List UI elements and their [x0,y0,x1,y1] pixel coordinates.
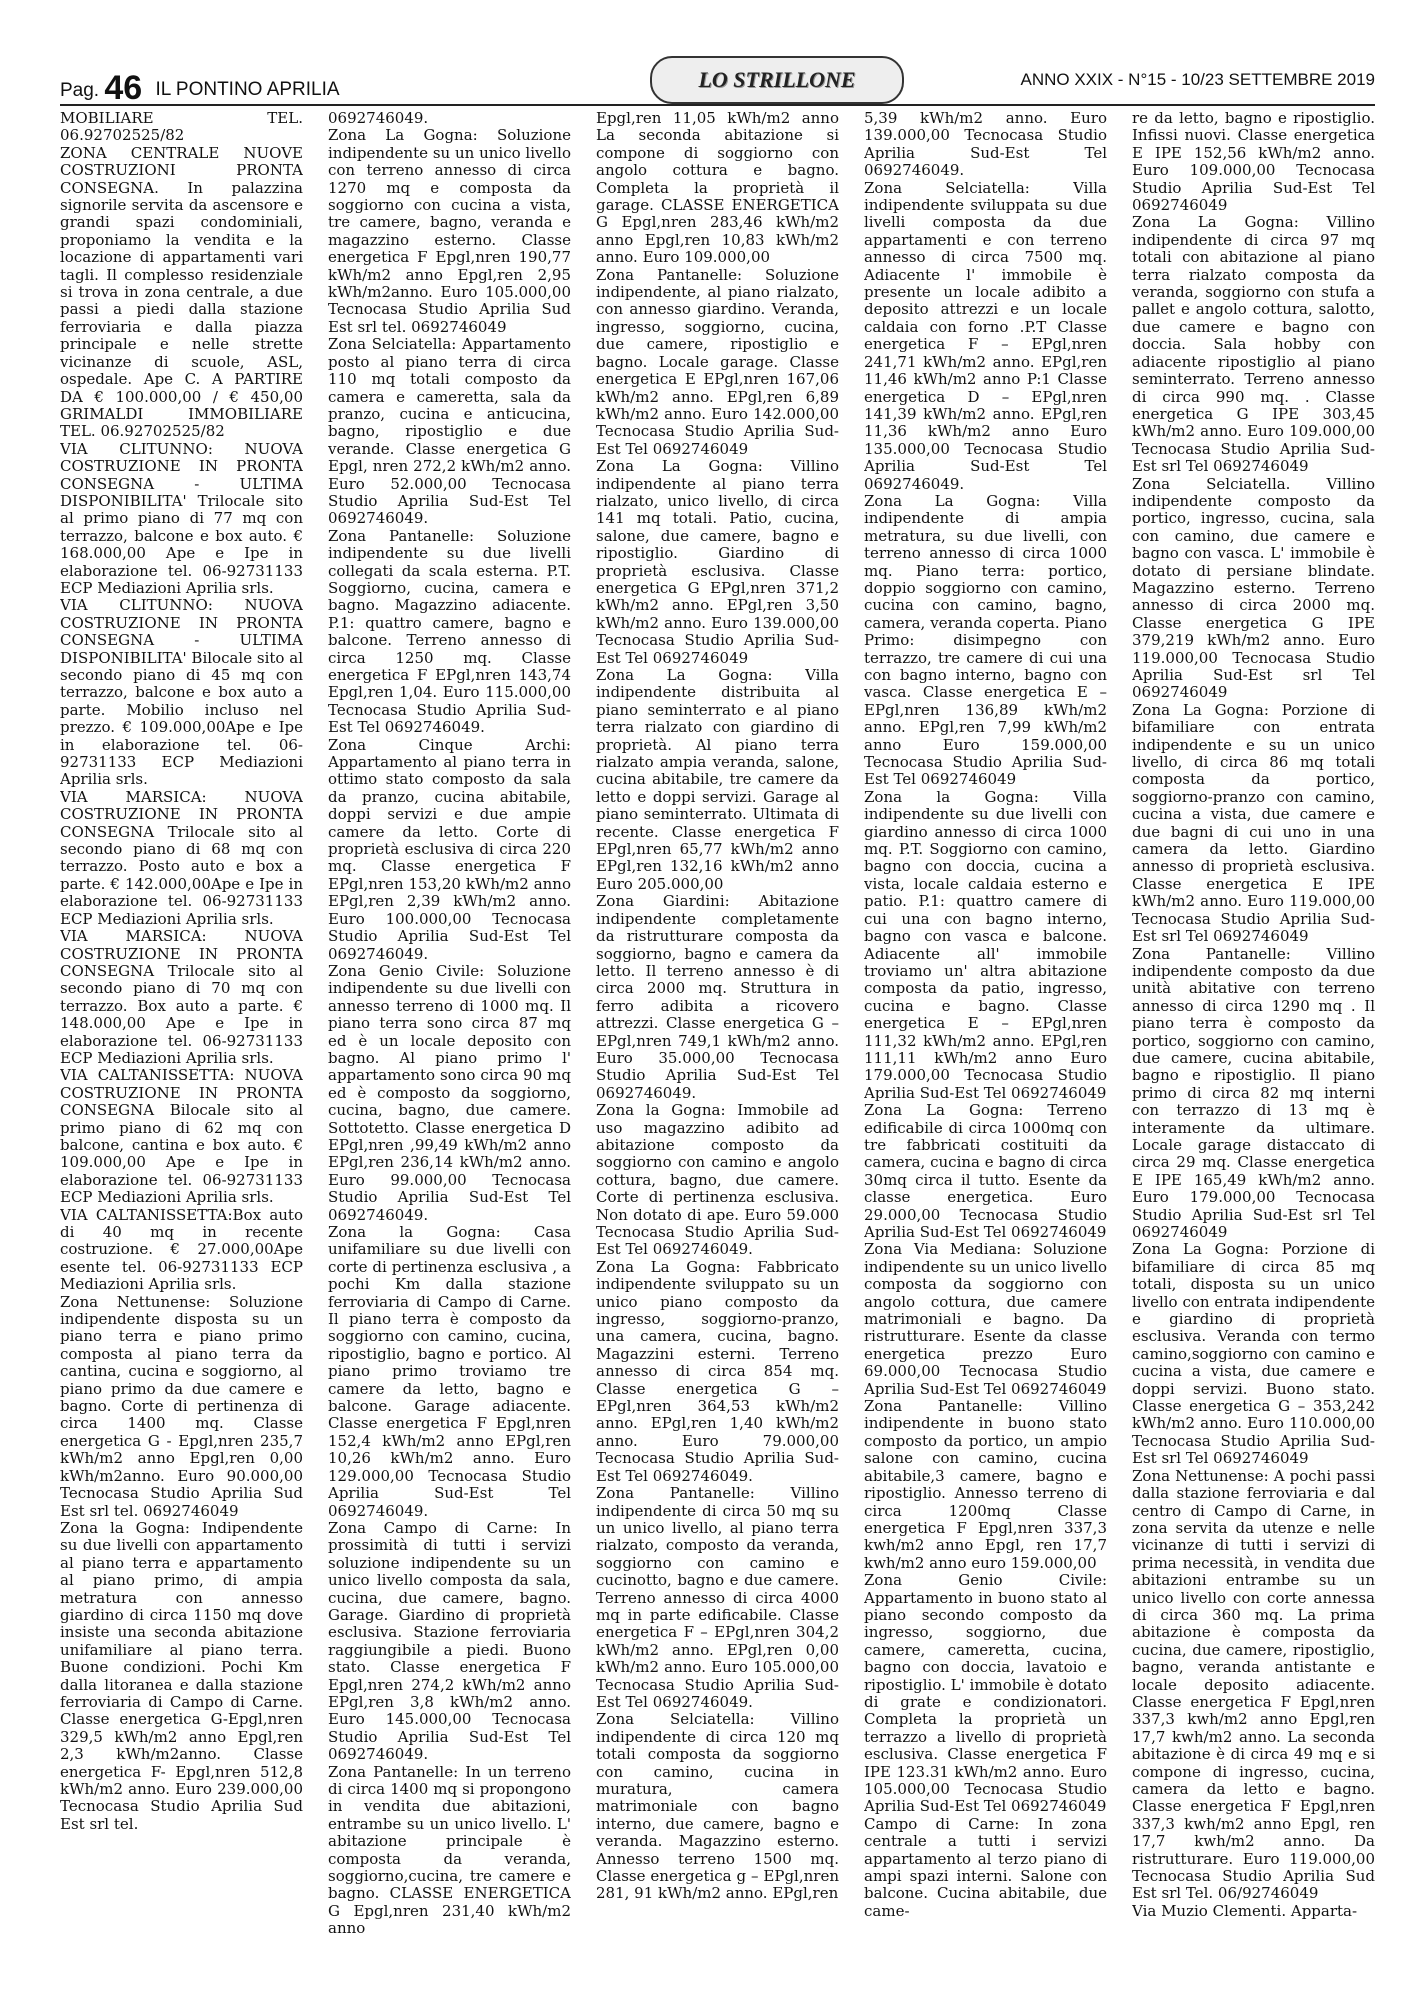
listing-paragraph: VIA CALTANISSETTA:Box auto di 40 mq in recente costruzione. € 27.000,00Ape esente tel. 06-92731133 ECP Mediazioni Aprilia srls. [60,1205,303,1294]
publication-name: IL PONTINO APRILIA [155,79,340,100]
listing-paragraph: Zona Pantanelle: Villino indipendente di circa 50 mq su un unico livello, al piano terra rialzato, composto da veranda, soggiorno con camino e cucinotto, bagno e due camere. Terreno annesso di circa 4000 mq in parte edificabile. Classe energetica F – EPgl,nren 304,2 kWh/m2 anno. EPgl,ren 0,00 kWh/m2 anno. Euro 105.000,00 Tecnocasa Studio Aprilia Sud-Est Tel 0692746049. [596,1484,839,1711]
column-2 [328,110,571,1980]
listing-paragraph: 0692746049. [328,110,429,127]
listing-paragraph: Zona Campo di Carne: In prossimità di tutti i servizi soluzione indipendente su un unico livello composta da sala, cucina, due camere, bagno. Garage. Giardino di proprietà esclusiva. Stazione ferroviaria raggiungibile a piedi. Buono stato. Classe energetica F Epgl,nren 274,2 kWh/m2 anno EPgl,ren 3,8 kWh/m2 anno. Euro 145.000,00 Tecnocasa Studio Aprilia Sud-Est Tel 0692746049. [328,1518,571,1764]
page-header [60,60,1375,106]
page-label [60,66,340,105]
listing-paragraph: Zona La Gogna: Villa indipendente distribuita al piano seminterrato e al piano terra rialzato con giardino di proprietà. Al piano terra rialzato ampia veranda, salone, cucina abitabile, tre camere da letto e doppi servizi. Garage al piano seminterrato. Ultimata di recente. Classe energetica F EPgl,nren 65,77 kWh/m2 anno EPgl,ren 132,16 kWh/m2 anno Euro 205.000,00 [596,666,839,893]
listing-paragraph: Zona la Gogna: Villa indipendente su due livelli con giardino annesso di circa 1000 mq. P.T. Soggiorno con camino, bagno con doccia, cucina a vista, locale caldaia esterno e patio. P.1: quattro camere di cui una con bagno interno, bagno con vasca e balcone. Adiacente all' immobile troviamo un' altra abitazione composta da patio, ingresso, cucina e bagno. Classe energetica E – EPgl,nren 111,32 kWh/m2 anno. EPgl,ren 111,11 kWh/m2 anno Euro 179.000,00 Tecnocasa Studio Aprilia Sud-Est Tel 0692746049 [864,787,1107,1102]
listing-paragraph: MOBILIARE TEL. 06.92702525/82 [60,110,303,145]
listing-paragraph: Zona La Gogna: Fabbricato indipendente sviluppato su un unico piano composto da ingresso, soggiorno-pranzo, una camera, cucina, bagno. Magazzini esterni. Terreno annesso di circa 854 mq. Classe energetica G – EPgl,nren 364,53 kWh/m2 anno. EPgl,ren 1,40 kWh/m2 anno. Euro 79.000,00 Tecnocasa Studio Aprilia Sud-Est Tel 0692746049. [596,1257,839,1485]
listing-paragraph: Zona La Gogna: Porzione di bifamiliare con entrata indipendente e su un unico livello, di circa 86 mq totali composta da portico, soggiorno-pranzo con camino, cucina a vista, due camere e due bagni di cui uno in una camera da letto. Giardino annesso di proprietà esclusiva. Classe energetica E IPE kWh/m2 anno. Euro 119.000,00 Tecnocasa Studio Aprilia Sud-Est srl Tel 0692746049 [1132,700,1375,946]
listing-paragraph: VIA MARSICA: NUOVA COSTRUZIONE IN PRONTA CONSEGNA Trilocale sito al secondo piano di 70 mq con terrazzo. Box auto a parte. € 148.000,00 Ape e Ipe in elaborazione tel. 06-92731133 ECP Mediazioni Aprilia srls. [60,927,303,1067]
listing-paragraph: Zona la Gogna: Casa unifamiliare su due livelli con corte di pertinenza esclusiva , a pochi Km dalla stazione ferroviaria di Campo di Carne. Il piano terra è composto da soggiorno con camino, cucina, ripostiglio, bagno e portico. Al piano primo troviamo tre camere da letto, bagno e balcone. Garage adiacente. Classe energetica F Epgl,nren 152,4 kWh/m2 anno EPgl,ren 10,26 kWh/m2 anno. Euro 129.000,00 Tecnocasa Studio Aprilia Sud-Est Tel 0692746049. [328,1223,571,1520]
page-prefix: Pag. [60,80,100,101]
listings-columns [60,110,1375,1980]
listing-paragraph: Zona Pantanelle: Soluzione indipendente su due livelli collegati da scala esterna. P.T. Soggiorno, cucina, camera e bagno. Magazzino adiacente. P.1: quattro camere, bagno e balcone. Terreno annesso di circa 1250 mq. Classe energetica F EPgl,nren 143,74 Epgl,ren 1,04. Euro 115.000,00 Tecnocasa Studio Aprilia Sud-Est Tel 0692746049. [328,526,571,737]
page-number: 46 [104,69,143,107]
logo-text: LO STRILLONE [698,67,856,92]
listing-paragraph: VIA MARSICA: NUOVA COSTRUZIONE IN PRONTA CONSEGNA Trilocale sito al secondo piano di 68 mq con terrazzo. Posto auto e box a parte. € 142.000,00Ape e Ipe in elaborazione tel. 06-92731133 ECP Mediazioni Aprilia srls. [60,787,303,928]
listing-paragraph: Epgl,ren 11,05 kWh/m2 anno La seconda abitazione si compone di soggiorno con angolo cottura e bagno. Completa la proprietà il garage. CLASSE ENERGETICA G Epgl,nren 283,46 kWh/m2 anno Epgl,ren 10,83 kWh/m2 anno. Euro 109.000,00 [596,110,839,267]
listing-paragraph: Zona Genio Civile: Appartamento in buono stato al piano secondo composto da ingresso, soggiorno, due camere, cameretta, cucina, bagno con doccia, lavatoio e ripostiglio. L' immobile è dotato di grate e condizionatori. Completa la proprietà un terrazzo a livello di proprietà esclusiva. Classe energetica F IPE 123.31 kWh/m2 anno. Euro 105.000,00 Tecnocasa Studio Aprilia Sud-Est Tel 0692746049 [864,1571,1107,1816]
listing-paragraph: Zona La Gogna: Villa indipendente di ampia metratura, su due livelli, con terreno annesso di circa 1000 mq. Piano terra: portico, doppio soggiorno con camino, cucina con camino, bagno, camera, veranda coperta. Piano Primo: disimpegno con terrazzo, tre camere di cui una con bagno interno, bagno con vasca. Classe energetica E – EPgl,nren 136,89 kWh/m2 anno. EPgl,ren 7,99 kWh/m2 anno Euro 159.000,00 Tecnocasa Studio Aprilia Sud-Est Tel 0692746049 [864,491,1107,789]
listing-paragraph: Zona Genio Civile: Soluzione indipendente su due livelli con annesso terreno di 1000 mq. Il piano terra sono circa 87 mq ed è un locale deposito con bagno. Al piano primo l' appartamento sono circa 90 mq ed è composto da soggiorno, cucina, bagno, due camere. Sottotetto. Classe energetica D EPgl,nren ,99,49 kWh/m2 anno EPgl,ren 236,14 kWh/m2 anno. Euro 99.000,00 Tecnocasa Studio Aprilia Sud-Est Tel 0692746049. [328,961,571,1224]
newspaper-logo [650,56,904,104]
listing-paragraph: Zona Nettunense: A pochi passi dalla stazione ferroviaria e dal centro di Campo di Carne, in zona servita da utenze e nelle vicinanze di tutti i servizi di prima necessità, in vendita due abitazioni entrambe su un unico livello con corte annessa di circa 360 mq. La prima abitazione è composta da cucina, due camere, ripostiglio, bagno, veranda antistante e locale deposito adiacente. Classe energetica F Epgl,nren 337,3 kwh/m2 anno Epgl,ren 17,7 kwh/m2 anno. La seconda abitazione è di circa 49 mq e si compone di ingresso, cucina, camera da letto e bagno. Classe energetica F Epgl,nren 337,3 kwh/m2 anno Epgl, ren 17,7 kwh/m2 anno. Da ristrutturare. Euro 119.000,00 Tecnocasa Studio Aprilia Sud Est srl Tel. 06/92746049 [1132,1466,1375,1903]
listing-paragraph: Zona Via Mediana: Soluzione indipendente su un unico livello composta da soggiorno con angolo cottura, due camere matrimoniali e bagno. Da ristrutturare. Esente da classe energetica prezzo Euro 69.000,00 Tecnocasa Studio Aprilia Sud-Est Tel 0692746049 [864,1240,1107,1398]
listing-paragraph: Zona La Gogna: Soluzione indipendente su un unico livello con terreno annesso di circa 1270 mq e composta da soggiorno con cucina a vista, tre camere, bagno, veranda e magazzino esterno. Classe energetica F Epgl,nren 190,77 kWh/m2 anno Epgl,ren 2,95 kWh/m2anno. Euro 105.000,00 Tecnocasa Studio Aprilia Sud Est srl tel. 0692746049 [328,126,571,336]
column-4 [864,110,1107,1980]
column-1 [60,110,303,1980]
listing-paragraph: Zona La Gogna: Villino indipendente di circa 97 mq totali con abitazione al piano terra rialzato composta da veranda, soggiorno con stufa a pallet e angolo cottura, salotto, due camere e bagno con doccia. Sala hobby con adiacente ripostiglio al piano seminterrato. Terreno annesso di circa 990 mq. . Classe energetica G IPE 303,45 kWh/m2 anno. Euro 109.000,00 Tecnocasa Studio Aprilia Sud-Est srl Tel 0692746049 [1132,213,1375,476]
listing-paragraph: Zona Pantanelle: In un terreno di circa 1400 mq si propongono in vendita due abitazioni, entrambe su un unico livello. L' abitazione principale è composta da veranda, soggiorno,cucina, tre camere e bagno. CLASSE ENERGETICA G Epgl,nren 231,40 kWh/m2 anno [328,1762,571,1938]
listing-paragraph: Campo di Carne: In zona centrale a tutti i servizi appartamento al terzo piano di ampi spazi interni. Salone con balcone. Cucina abitabile, due came- [864,1814,1107,1920]
listing-paragraph: Zona Selciatella: Appartamento posto al piano terra di circa 110 mq totali composto da camera e cameretta, sala da pranzo, cucina e anticucina, bagno, ripostiglio e due verande. Classe energetica G Epgl, nren 272,2 kWh/m2 anno. Euro 52.000,00 Tecnocasa Studio Aprilia Sud-Est Tel 0692746049. [328,335,571,528]
column-3 [596,110,839,1980]
listing-paragraph: Zona la Gogna: Indipendente su due livelli con appartamento al piano terra e appartamento al piano primo, di ampia metratura con annesso giardino di circa 1150 mq dove insiste una seconda abitazione unifamiliare al piano terra. Buone condizioni. Pochi Km dalla litoranea e dalla stazione ferroviaria di Campo di Carne. Classe energetica G-Epgl,nren 329,5 kWh/m2 anno Epgl,ren 2,3 kWh/m2anno. Classe energetica F- Epgl,nren 512,8 kWh/m2 anno. Euro 239.000,00 Tecnocasa Studio Aprilia Sud Est srl tel. [60,1518,303,1833]
listing-paragraph: Zona Pantanelle: Villino indipendente composto da due unità abitative con terreno annesso di circa 1290 mq . Il piano terra è composto da portico, soggiorno con camino, due camere, cucina abitabile, bagno e ripostiglio. Il piano primo di circa 82 mq interni con terrazzo di 13 mq è interamente da ultimare. Locale garage distaccato di circa 29 mq. Classe energetica E IPE 165,49 kWh/m2 anno. Euro 179.000,00 Tecnocasa Studio Aprilia Sud-Est srl Tel 0692746049 [1132,944,1375,1241]
listing-paragraph: Zona La Gogna: Terreno edificabile di circa 1000mq con tre fabbricati costituiti da camera, cucina e bagno di circa 30mq circa il tutto. Esente da classe energetica. Euro 29.000,00 Tecnocasa Studio Aprilia Sud-Est Tel 0692746049 [864,1101,1107,1241]
listing-paragraph: Zona Nettunense: Soluzione indipendente disposta su un piano terra e piano primo composta al piano terra da cantina, cucina e soggiorno, al piano primo da due camere e bagno. Corte di pertinenza di circa 1400 mq. Classe energetica G - Epgl,nren 235,7 kWh/m2 anno Epgl,ren 0,00 kWh/m2anno. Euro 90.000,00 Tecnocasa Studio Aprilia Sud Est srl tel. 0692746049 [60,1292,303,1520]
listing-paragraph: Zona Pantanelle: Villino indipendente in buono stato composto da portico, un ampio salone con camino, cucina abitabile,3 camere, bagno e ripostiglio. Annesso terreno di circa 1200mq Classe energetica F Epgl,nren 337,3 kwh/m2 anno Epgl, ren 17,7 kwh/m2 anno euro 159.000,00 [864,1397,1107,1572]
listing-paragraph: Zona La Gogna: Villino indipendente al piano terra rialzato, unico livello, di circa 141 mq totali. Patio, cucina, salone, due camere, bagno e ripostiglio. Giardino di proprietà esclusiva. Classe energetica G EPgl,nren 371,2 kWh/m2 anno. EPgl,ren 3,50 kWh/m2 anno. Euro 139.000,00 Tecnocasa Studio Aprilia Sud-Est Tel 0692746049 [596,457,839,667]
listing-paragraph: Zona Selciatella. Villino indipendente composto da portico, ingresso, cucina, sala con camino, due camere e bagno con vasca. L' immobile è dotato di persiane blindate. Magazzino esterno. Terreno annesso di circa 2000 mq. Classe energetica G IPE 379,219 kWh/m2 anno. Euro 119.000,00 Tecnocasa Studio Aprilia Sud-Est srl Tel 0692746049 [1132,474,1375,702]
listing-paragraph: Zona Cinque Archi: Appartamento al piano terra in ottimo stato composto da sala da pranzo, cucina abitabile, doppi servizi e due ampie camere da letto. Corte di proprietà esclusiva di circa 220 mq. Classe energetica F EPgl,nren 153,20 kWh/m2 anno EPgl,ren 2,39 kWh/m2 anno. Euro 100.000,00 Tecnocasa Studio Aprilia Sud-Est Tel 0692746049. [328,735,571,963]
listing-paragraph: Zona La Gogna: Porzione di bifamiliare di circa 85 mq totali, disposta su un unico livello con entrata indipendente e giardino di proprietà esclusiva. Veranda con termo camino,soggiorno con camino e cucina a vista, due camere e doppi servizi. Buono stato. Classe energetica G – 353,242 kWh/m2 anno. Euro 110.000,00 Tecnocasa Studio Aprilia Sud-Est srl Tel 0692746049 [1132,1240,1375,1468]
listing-paragraph: 5,39 kWh/m2 anno. Euro 139.000,00 Tecnocasa Studio Aprilia Sud-Est Tel 0692746049. [864,110,1107,180]
listing-paragraph: Zona Selciatella: Villino indipendente di circa 120 mq totali composta da soggiorno con camino, cucina in muratura, camera matrimoniale con bagno interno, due camere, bagno e veranda. Magazzino esterno. Annesso terreno 1500 mq. Classe energetica g – EPgl,nren 281, 91 kWh/m2 anno. EPgl,ren [596,1710,839,1903]
listing-paragraph: Zona Pantanelle: Soluzione indipendente, al piano rialzato, con annesso giardino. Veranda, ingresso, soggiorno, cucina, due camere, ripostiglio e bagno. Locale garage. Classe energetica E EPgl,nren 167,06 kWh/m2 anno. EPgl,ren 6,89 kWh/m2 anno. Euro 142.000,00 Tecnocasa Studio Aprilia Sud-Est Tel 0692746049 [596,265,839,458]
listing-paragraph: VIA CLITUNNO: NUOVA COSTRUZIONE IN PRONTA CONSEGNA - ULTIMA DISPONIBILITA' Trilocale sito al primo piano di 77 mq con terrazzo, balcone e box auto. € 168.000,00 Ape e Ipe in elaborazione tel. 06-92731133 ECP Mediazioni Aprilia srls. [60,439,303,597]
listing-paragraph: Via Muzio Clementi. Apparta- [1132,1901,1358,1920]
listing-paragraph: Zona Giardini: Abitazione indipendente completamente da ristrutturare composta da soggiorno, bagno e camera da letto. Il terreno annesso è di circa 2000 mq. Struttura in ferro adibita a ricovero attrezzi. Classe energetica G – EPgl,nren 749,1 kWh/m2 anno. Euro 35.000,00 Tecnocasa Studio Aprilia Sud-Est Tel 0692746049. [596,892,839,1102]
listing-paragraph: VIA CALTANISSETTA: NUOVA COSTRUZIONE IN PRONTA CONSEGNA Bilocale sito al primo piano di 62 mq con balcone, cantina e box auto. € 109.000,00 Ape e Ipe in elaborazione tel. 06-92731133 ECP Mediazioni Aprilia srls. [60,1066,303,1207]
listing-paragraph: Zona la Gogna: Immobile ad uso magazzino adibito ad abitazione composto da soggiorno con camino e angolo cottura, bagno, due camere. Corte di pertinenza esclusiva. Non dotato di ape. Euro 59.000 Tecnocasa Studio Aprilia Sud-Est Tel 0692746049. [596,1101,839,1259]
listing-paragraph: VIA CLITUNNO: NUOVA COSTRUZIONE IN PRONTA CONSEGNA - ULTIMA DISPONIBILITA' Bilocale sito al secondo piano di 45 mq con terrazzo, balcone e box auto a parte. Mobilio incluso nel prezzo. € 109.000,00Ape e Ipe in elaborazione tel. 06-92731133 ECP Mediazioni Aprilia srls. [60,596,303,789]
listing-paragraph: re da letto, bagno e ripostiglio. Infissi nuovi. Classe energetica E IPE 152,56 kWh/m2 anno. Euro 109.000,00 Tecnocasa Studio Aprilia Sud-Est Tel 0692746049 [1132,110,1375,215]
listing-paragraph: Zona Selciatella: Villa indipendente sviluppata su due livelli composta da due appartamenti e con terreno annesso di circa 7500 mq. Adiacente l' immobile è presente un locale adibito a deposito attrezzi e un locale caldaia con forno .P.T Classe energetica F – EPgl,nren 241,71 kWh/m2 anno. EPgl,ren 11,46 kWh/m2 anno P:1 Classe energetica D – EPgl,nren 141,39 kWh/m2 anno. EPgl,ren 11,36 kWh/m2 anno Euro 135.000,00 Tecnocasa Studio Aprilia Sud-Est Tel 0692746049. [864,178,1107,493]
column-5 [1132,110,1375,1980]
issue-info: ANNO XXIX - N°15 - 10/23 SETTEMBRE 2019 [1020,70,1375,89]
listing-paragraph: ZONA CENTRALE NUOVE COSTRUZIONI PRONTA CONSEGNA. In palazzina signorile servita da ascensore e grandi spazi condominiali, proponiamo la vendita e la locazione di appartamenti vari tagli. Il complesso residenziale si trova in zona centrale, a due passi a piedi dalla stazione ferroviaria e dalla piazza principale e nelle strette vicinanze di scuole, ASL, ospedale. Ape C. A PARTIRE DA € 100.000,00 / € 450,00 GRIMALDI IMMOBILIARE TEL. 06.92702525/82 [60,143,303,441]
